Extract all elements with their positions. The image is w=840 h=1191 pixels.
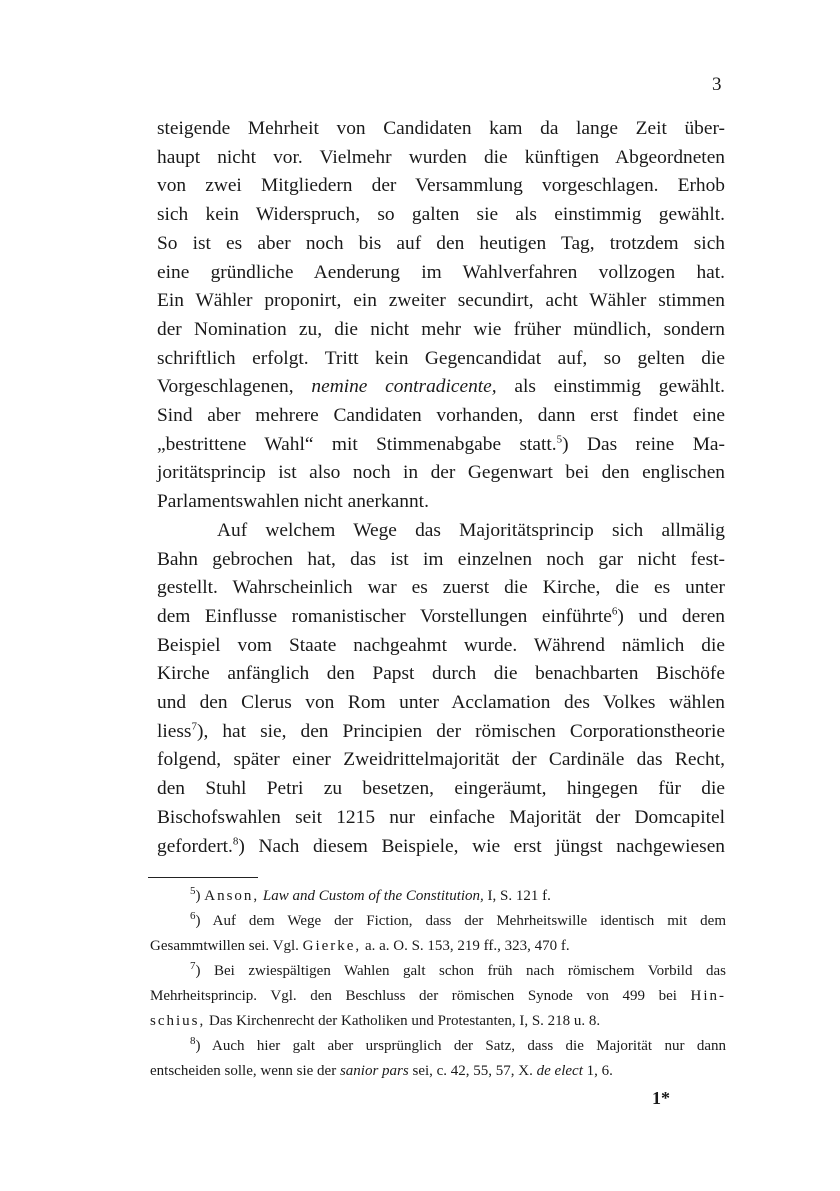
text-line: Bahn gebrochen hat, das ist im einzelnen noch gar nicht fest- [157,548,725,570]
text-line: folgend, später einer Zweidrittelmajorität der Cardinäle das Recht, [157,749,725,771]
text-fragment: Vorgeschlagenen, [157,376,294,398]
citation: a. a. O. S. 153, 219 ff., 323, 470 f. [364,938,570,954]
text-fragment: „bestrittene Wahl“ mit Stimmenabgabe statt. [157,433,557,455]
footnote-ref[interactable]: 6 [611,605,618,618]
text-line: So ist es aber noch bis auf den heutigen Tag, trotzdem sich [157,232,725,254]
citation: Das Kirchenrecht der Katholiken und Protestanten, I, S. 218 u. 8. [209,1013,601,1029]
text-line: und den Clerus von Rom unter Acclamation des Volkes wählen [157,692,725,714]
footnote-marker: 6 [190,910,196,922]
text-line: sich kein Widerspruch, so galten sie als einstimmig gewählt. [157,204,725,226]
citation: I, S. 121 f. [487,888,551,904]
text-line [157,431,725,460]
text-line: joritätsprincip ist also noch in der Gegenwart bei den englischen [157,462,725,484]
citation: 1, 6. [586,1063,613,1079]
footnote-text: ) Auf dem Wege der Fiction, dass der Mehrheitswille identisch mit dem [195,913,726,929]
footnote-text: ) Auch hier galt aber ursprünglich der Satz, dass die Majorität nur dann [195,1038,726,1054]
footnote-text: Mehrheitsprincip. Vgl. den Beschluss der römischen Synode von 499 bei [150,988,677,1004]
author-name: Anson, [204,888,260,904]
footnote-8 [150,1034,726,1059]
author-name: Gierke, [302,938,362,954]
author-name: schius, [150,1013,206,1029]
latin-phrase: de elect [536,1063,583,1079]
text-line [157,373,725,402]
signature-mark: 1* [652,1088,670,1108]
footnote-ref[interactable]: 8 [232,835,239,848]
footnote-6 [150,909,726,934]
author-name: Hin- [690,988,727,1004]
text-fragment: ) und deren [617,605,725,627]
footnote-text: entscheiden solle, wenn sie der [150,1063,337,1079]
page-number: 3 [712,74,722,95]
footnote-7-cont [150,984,726,1009]
footnote-5: $^5$) Anson, Law and Custom of the Constitution, I, S. 121 f. [190,885,551,904]
footnote-7 [150,959,726,984]
text-line: Beispiel vom Staate nachgeahmt wurde. Während nämlich die [157,634,725,656]
footnote-7-cont [150,1009,726,1034]
text-line: steigende Mehrheit von Candidaten kam da lange Zeit über- [157,118,725,139]
latin-phrase: nemine contradicente, [311,376,497,398]
text-fragment: ), hat sie, den Principien der römischen Corporationstheorie [196,720,725,742]
text-fragment: gefordert. [157,835,233,857]
text-line [157,603,725,632]
text-fragment: dem Einflusse romanistischer Vorstellungen einführte [157,605,612,627]
text-fragment: ) Das reine Ma- [562,433,725,455]
footnote-text: Gesammtwillen sei. Vgl. [150,938,299,954]
footnote-marker: 8 [190,1035,196,1047]
footnote-divider [148,877,258,878]
footnote-ref[interactable]: 5 [556,433,563,446]
text-line: schriftlich erfolgt. Tritt kein Gegencandidat auf, so gelten die [157,347,725,369]
text-line: Ein Wähler proponirt, ein zweiter secundirt, acht Wähler stimmen [157,290,725,312]
text-line: Auf welchem Wege das Majoritätsprincip sich allmälig [217,519,725,541]
text-fragment: als einstimmig gewählt. [514,376,725,398]
text-fragment: ) Nach diesem Beispiele, wie erst jüngst nachgewiesen [238,835,725,857]
text-line: Bischofswahlen seit 1215 nur einfache Majorität der Domcapitel [157,806,725,828]
text-line: eine gründliche Aenderung im Wahlverfahren vollzogen hat. [157,261,725,283]
text-line: der Nomination zu, die nicht mehr wie früher mündlich, sondern [157,318,725,340]
footnote-text: ) Bei zwiespältigen Wahlen galt schon früh nach römischem Vorbild das [195,963,726,979]
footnote-6-cont [150,934,726,959]
text-line: haupt nicht vor. Vielmehr wurden die künftigen Abgeordneten [157,146,725,168]
book-title: Law and Custom of the Constitution, [262,888,484,904]
footnote-marker: 7 [190,960,196,972]
text-line [157,718,725,747]
footnote-ref[interactable]: 7 [191,720,197,733]
text-line: Parlamentswahlen nicht anerkannt. [157,491,429,513]
main-text [157,115,725,861]
footnotes [150,884,726,1084]
text-line [157,833,725,862]
footnote-marker: 5 [190,885,196,897]
text-fragment: liess [157,720,192,742]
footnote-8-cont [150,1059,726,1084]
citation: sei, c. 42, 55, 57, X. [412,1063,533,1079]
text-line: von zwei Mitgliedern der Versammlung vorgeschlagen. Erhob [157,175,725,197]
text-line: den Stuhl Petri zu besetzen, eingeräumt, hingegen für die [157,778,725,800]
latin-phrase: sanior pars [339,1063,409,1079]
text-line: gestellt. Wahrscheinlich war es zuerst die Kirche, die es unter [157,577,725,599]
text-line: Kirche anfänglich den Papst durch die benachbarten Bischöfe [157,663,725,685]
text-line: Sind aber mehrere Candidaten vorhanden, dann erst findet eine [157,405,725,427]
